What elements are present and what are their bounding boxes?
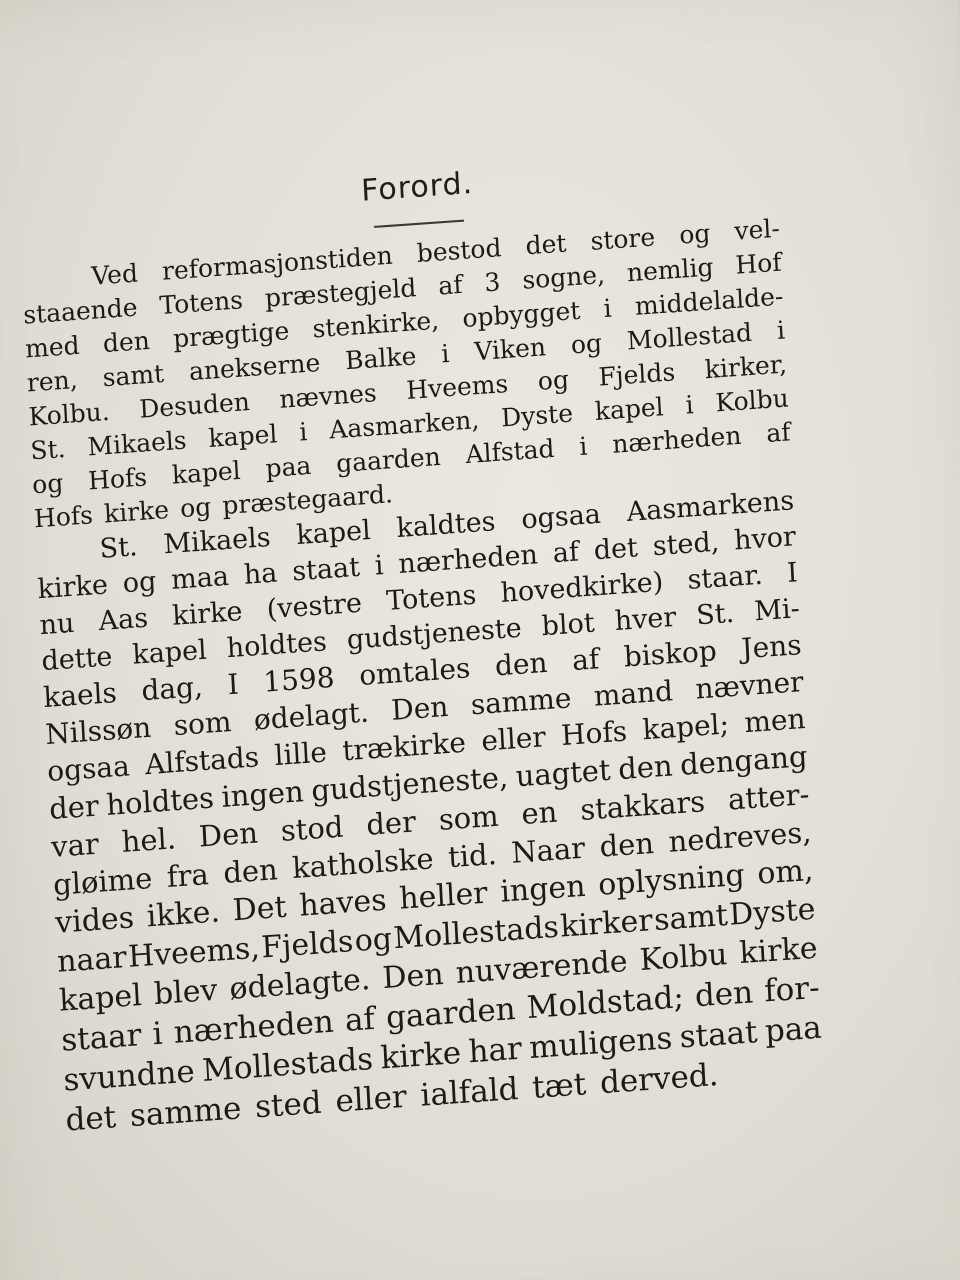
text-line: var hel. Den stod der som en stakkars atter- [50,776,811,864]
text-line: St. Mikaels kapel i Aasmarken, Dyste kapel i Kolbu [29,383,790,466]
paragraph-1 [21,213,793,541]
text-line: og Hofs kapel paa gaarden Alfstad i nærheden af [31,417,792,500]
page-edge-shadow [955,0,960,1280]
text-line: det samme sted eller ialfald tæt derved. [64,1056,720,1139]
text-line: nu Aas kirke (vestre Totens hovedkirke) staar. I [38,557,799,642]
text-line: staaende Totens præstegjeld af 3 sogne, nemlig Hof [22,247,783,330]
text-line: dette kapel holdtes gudstjeneste blot hver St. Mi- [40,593,801,678]
text-line: vides ikke. Det haves heller ingen oplysning om, [54,852,815,941]
text-line: Hofs kirke og præstegaard. [33,479,394,534]
text-line: Ved reformasjonstiden bestod det store og vel- [90,213,781,291]
text-line: Kolbu. Desuden nævnes Hveems og Fjelds kirker, [27,349,788,432]
page-text-block [17,145,825,1146]
text-line: naar Hveems, Fjelds og Mollestads kirker samt Dyste [56,891,817,980]
text-line: med den prægtige stenkirke, opbygget i middelalde- [24,281,785,364]
heading-rule [374,220,464,228]
text-line: der holdtes ingen gudstjeneste, uagtet den dengang [48,739,809,826]
text-line: kapel blev ødelagte. Den nuværende Kolbu kirke [58,930,819,1019]
text-line: ogsaa Alfstads lille trækirke eller Hofs kapel; men [46,702,807,789]
text-line: St. Mikaels kapel kaldtes ogsaa Aasmarkens [98,485,795,565]
text-line: svundne Mollestads kirke har muligens staat paa [62,1009,823,1099]
page-heading: Forord. [360,165,474,209]
text-line: kaels dag, I 1598 omtales den af biskop Jens [42,628,803,715]
text-line: Nilssøn som ødelagt. Den samme mand nævner [44,665,805,752]
text-line: kirke og maa ha staat i nærheden af det sted, hvor [36,521,797,606]
text-line: gløime fra den katholske tid. Naar den nedreves, [52,814,813,902]
paragraph-2 [35,487,825,1145]
text-line: staar i nærheden af gaarden Moldstad; den for- [60,969,821,1059]
text-line: ren, samt anekserne Balke i Viken og Mollestad i [26,315,786,398]
